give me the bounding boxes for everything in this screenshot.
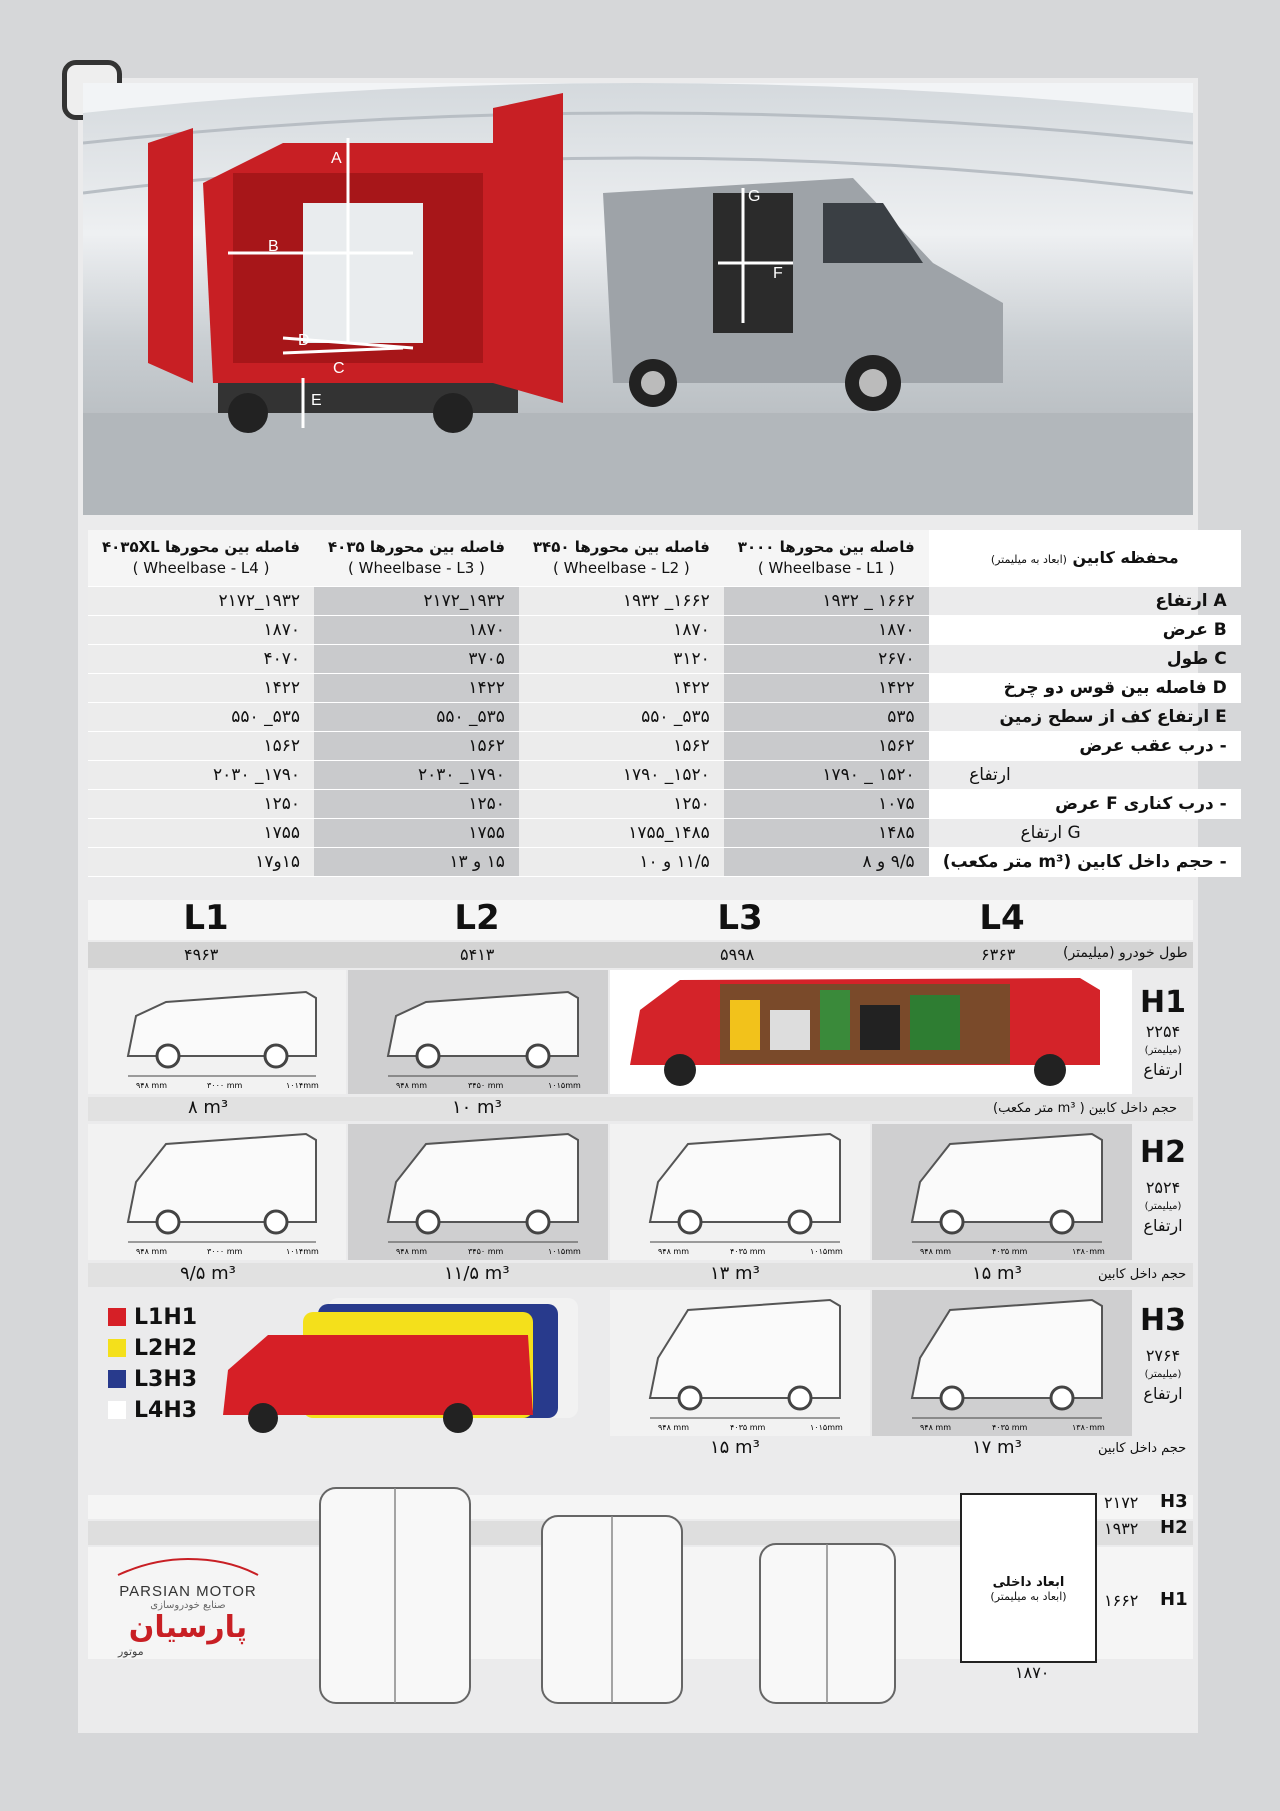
wheelbase-dimension-label: ۴۰۳۵ mm: [992, 1247, 1028, 1256]
hero-illustration: [83, 83, 1193, 515]
wheelbase-dimension-label: ۳۴۵۰ mm: [468, 1247, 504, 1256]
legend-label-l3h3: L3H3: [134, 1367, 198, 1392]
wheel-icon: [1051, 1211, 1073, 1233]
inner-box-title: ابعاد داخلی: [992, 1575, 1065, 1590]
inner-h3-name: H3: [1160, 1491, 1188, 1512]
van-l3h2: [610, 1124, 870, 1260]
volume-l3h2: ۱۳ m³: [710, 1263, 760, 1284]
row-label: - درب کناری F عرض: [929, 790, 1241, 819]
length-value-l3: ۵۹۹۸: [720, 945, 755, 964]
volume-row-h2: [88, 1263, 1193, 1287]
column-header-l1-sub: ( Wheelbase - L1 ): [757, 559, 895, 577]
van-l3h3: [610, 1290, 870, 1436]
length-name-l3: L3: [717, 898, 763, 938]
wheelbase-dimension-label: ۹۴۸ mm: [920, 1423, 952, 1432]
table-row: [88, 674, 1241, 703]
legend-label-l1h1: L1H1: [134, 1305, 198, 1330]
length-name-l2: L2: [454, 898, 500, 938]
column-header-l2: [519, 530, 724, 587]
inner-h1-name: H1: [1160, 1589, 1188, 1610]
brand-tagline: صنایع خودروسازی: [150, 1600, 226, 1611]
inner-box-unit: (ابعاد به میلیمتر): [990, 1590, 1067, 1603]
hero-label-g: G: [748, 188, 761, 205]
brand-sub: موتور: [118, 1645, 144, 1658]
cell: ۱۸۷۰: [88, 616, 314, 645]
wheelbase-dimension-label: ۹۴۸ mm: [396, 1247, 428, 1256]
row-label: - حجم داخل کابین (m³ متر مکعب): [929, 848, 1241, 877]
wheelbase-dimension-label: ۹۴۸ mm: [658, 1247, 690, 1256]
wheelbase-dimension-label: ۳۴۵۰ mm: [468, 1081, 504, 1090]
cell: ۱۴۲۲: [519, 674, 724, 703]
van-side-outline: [610, 1124, 870, 1260]
wheel-icon: [157, 1211, 179, 1233]
height-name-h2: H2: [1140, 1135, 1186, 1170]
column-header-l4-sub: ( Wheelbase - L4 ): [132, 559, 270, 577]
volume-l1h2: ۹/۵ m³: [180, 1263, 236, 1284]
table-row: [88, 819, 1241, 848]
row-label: - درب عقب عرض: [929, 732, 1241, 761]
wheelbase-dimension-label: ۱۰۱۵mm: [548, 1081, 581, 1090]
legend-swatch-l4h3: [108, 1401, 126, 1419]
height-value-h1: [1128, 1022, 1198, 1079]
rear-views-illustration: [280, 1480, 960, 1715]
column-header-l3-title: فاصله بین محورها ۴۰۳۵: [328, 538, 505, 556]
volume-l2h2: ۱۱/۵ m³: [444, 1263, 510, 1284]
volume-l4h2: ۱۵ m³: [972, 1263, 1022, 1284]
van-side-outline: [872, 1290, 1132, 1436]
legend-item-l1h1: [108, 1305, 197, 1330]
wheelbase-dimension-label: ۱۳۸۰mm: [1072, 1423, 1105, 1432]
length-name-l4: L4: [979, 898, 1025, 938]
height-value-h2-label: ارتفاع: [1143, 1216, 1183, 1235]
table-row: [88, 616, 1241, 645]
van-side-outline: [348, 1124, 608, 1260]
van-side-outline: [348, 970, 608, 1094]
car-outline-icon: [113, 1555, 263, 1579]
dimensions-table: [88, 530, 1241, 877]
wheel-icon: [417, 1045, 439, 1067]
van-side-outline: [610, 1290, 870, 1436]
row-label: E ارتفاع کف از سطح زمین: [929, 703, 1241, 732]
table-header-row: [88, 530, 1241, 587]
height-value-h1-number: ۲۲۵۴: [1145, 1022, 1181, 1041]
wheel-icon: [157, 1045, 179, 1067]
cell: ۵۳۵: [724, 703, 929, 732]
cargo-van-illustration: [610, 970, 1132, 1094]
wheelbase-dimension-label: ۱۰۱۵mm: [548, 1247, 581, 1256]
table-row: [88, 790, 1241, 819]
wheel-icon: [527, 1211, 549, 1233]
cell: ۵۳۵_ ۵۵۰: [519, 703, 724, 732]
inner-h3-value: ۲۱۷۲: [1104, 1493, 1139, 1512]
wheel-icon: [941, 1211, 963, 1233]
cell: ۱۵ و ۱۳: [314, 848, 519, 877]
length-value-l2: ۵۴۱۳: [460, 945, 495, 964]
wheel-icon: [1051, 1387, 1073, 1409]
wheelbase-dimension-label: ۴۰۳۵ mm: [992, 1423, 1028, 1432]
legend-swatch-l3h3: [108, 1370, 126, 1388]
cell: ۱۱/۵ و ۱۰: [519, 848, 724, 877]
van-l4h3: [872, 1290, 1132, 1436]
row-label: ارتفاع: [929, 761, 1241, 790]
height-value-h3-number: ۲۷۶۴: [1145, 1346, 1181, 1365]
brand-name-fa: پارسیان: [128, 1610, 248, 1645]
legend-swatch-l2h2: [108, 1339, 126, 1357]
height-name-h3: H3: [1140, 1303, 1186, 1338]
hero-label-b: B: [268, 238, 279, 255]
hero-label-d: D: [298, 332, 310, 349]
cell: ۱۴۲۲: [314, 674, 519, 703]
wheelbase-dimension-label: ۱۰۱۵mm: [810, 1423, 843, 1432]
inner-h1-value: ۱۶۶۲: [1104, 1591, 1139, 1610]
height-value-h2-unit: (میلیمتر): [1144, 1201, 1182, 1212]
van-l2h2: [348, 1124, 608, 1260]
column-header-l2-title: فاصله بین محورها ۳۴۵۰: [532, 538, 710, 556]
legend-item-l2h2: [108, 1336, 197, 1361]
table-row: [88, 761, 1241, 790]
cell: ۱۹۳۲_۲۱۷۲: [88, 587, 314, 616]
wheel-icon: [941, 1387, 963, 1409]
height-value-h2-number: ۲۵۲۴: [1145, 1178, 1181, 1197]
table-title-cell: [929, 530, 1241, 587]
wheelbase-dimension-label: ۱۰۱۴mm: [286, 1081, 319, 1090]
wheelbase-dimension-label: ۹۴۸ mm: [920, 1247, 952, 1256]
wheelbase-dimension-label: ۱۰۱۴mm: [286, 1247, 319, 1256]
column-header-l2-sub: ( Wheelbase - L2 ): [552, 559, 690, 577]
cell: ۱۸۷۰: [314, 616, 519, 645]
red-van-rear: [148, 93, 563, 433]
legend-swatch-l1h1: [108, 1308, 126, 1326]
column-header-l3: [314, 530, 519, 587]
height-value-h1-label: ارتفاع: [1143, 1060, 1183, 1079]
table-row: [88, 703, 1241, 732]
table-row: [88, 587, 1241, 616]
length-label: طول خودرو (میلیمتر): [1063, 945, 1188, 961]
volume-l3h3: ۱۵ m³: [710, 1437, 760, 1458]
table-row: [88, 848, 1241, 877]
row-label: C طول: [929, 645, 1241, 674]
cell: ۳۱۲۰: [519, 645, 724, 674]
wheel-icon: [417, 1211, 439, 1233]
length-values-row: [88, 942, 1193, 968]
wheel-icon: [679, 1211, 701, 1233]
volume-l4h3: ۱۷ m³: [972, 1437, 1022, 1458]
van-l4h2: [872, 1124, 1132, 1260]
cell: ۵۳۵_ ۵۵۰: [88, 703, 314, 732]
inner-h2-value: ۱۹۳۲: [1104, 1519, 1139, 1538]
cell: ۱۲۵۰: [519, 790, 724, 819]
inner-dimensions-box: [960, 1493, 1097, 1663]
cell: ۱۵۶۲: [519, 732, 724, 761]
wheelbase-dimension-label: ۴۰۳۵ mm: [730, 1423, 766, 1432]
silver-van: [603, 178, 1003, 411]
wheelbase-dimension-label: ۹۴۸ mm: [136, 1081, 168, 1090]
table-unit: (ابعاد به میلیمتر): [990, 552, 1067, 566]
length-value-l4: ۶۳۶۳: [981, 945, 1016, 964]
inner-width-value: ۱۸۷۰: [1015, 1663, 1050, 1682]
cell: ۱۹۳۲_۲۱۷۲: [314, 587, 519, 616]
van-side-outline: [88, 1124, 346, 1260]
cell: ۱۷۵۵: [88, 819, 314, 848]
wheel-icon: [789, 1211, 811, 1233]
volume-label-h1: حجم داخل کابین ( m³ متر مکعب): [993, 1101, 1178, 1116]
cell: ۱۵۲۰ _ ۱۷۹۰: [724, 761, 929, 790]
legend-label-l2h2: L2H2: [134, 1336, 198, 1361]
row-label: A ارتفاع: [929, 587, 1241, 616]
column-header-l4-title: فاصله بین محورها ۴۰۳۵XL: [102, 538, 301, 556]
hero-image: [83, 83, 1193, 515]
cell: ۹/۵ و ۸: [724, 848, 929, 877]
wheelbase-dimension-label: ۹۴۸ mm: [396, 1081, 428, 1090]
table-title: محفظه کابین: [1072, 547, 1179, 567]
height-name-h1: H1: [1140, 985, 1186, 1020]
cell: ۱۵و۱۷: [88, 848, 314, 877]
cell: ۱۶۶۲_ ۱۹۳۲: [519, 587, 724, 616]
cell: ۱۴۸۵: [724, 819, 929, 848]
cell: ۱۴۲۲: [88, 674, 314, 703]
cell: ۱۸۷۰: [519, 616, 724, 645]
column-header-l4: [88, 530, 314, 587]
cell: ۱۰۷۵: [724, 790, 929, 819]
column-header-l3-sub: ( Wheelbase - L3 ): [348, 559, 485, 577]
height-value-h3-unit: (میلیمتر): [1144, 1369, 1182, 1380]
table-row: [88, 645, 1241, 674]
wheel-icon: [265, 1045, 287, 1067]
cell: ۱۷۵۵: [314, 819, 519, 848]
van-l1h2: [88, 1124, 346, 1260]
cell: ۲۶۷۰: [724, 645, 929, 674]
wheelbase-dimension-label: ۴۰۳۵ mm: [730, 1247, 766, 1256]
cell: ۱۵۶۲: [314, 732, 519, 761]
cell: ۳۷۰۵: [314, 645, 519, 674]
van-l1h1: [88, 970, 346, 1094]
table-row: [88, 732, 1241, 761]
inner-h2-name: H2: [1160, 1517, 1188, 1538]
column-header-l1: [724, 530, 929, 587]
cell: ۱۴۸۵_۱۷۵۵: [519, 819, 724, 848]
cell: ۱۴۲۲: [724, 674, 929, 703]
cell: ۱۵۶۲: [724, 732, 929, 761]
volume-l1h1: ۸ m³: [188, 1097, 229, 1118]
wheelbase-dimension-label: ۹۴۸ mm: [136, 1247, 168, 1256]
row-label: B عرض: [929, 616, 1241, 645]
cell: ۱۵۶۲: [88, 732, 314, 761]
cell: ۱۷۹۰_ ۲۰۳۰: [88, 761, 314, 790]
brand-name-en: PARSIAN MOTOR: [119, 1583, 257, 1600]
cell: ۱۸۷۰: [724, 616, 929, 645]
wheel-icon: [527, 1045, 549, 1067]
van-side-outline: [88, 970, 346, 1094]
hero-label-f: F: [773, 265, 783, 282]
volume-row-h3: [88, 1437, 1193, 1461]
row-label: G ارتفاع: [929, 819, 1241, 848]
height-value-h1-unit: (میلیمتر): [1144, 1045, 1182, 1056]
height-value-h3-label: ارتفاع: [1143, 1384, 1183, 1403]
legend-item-l3h3: [108, 1367, 197, 1392]
brand-logo: [108, 1555, 268, 1658]
van-l2h1: [348, 970, 608, 1094]
legend-label-l4h3: L4H3: [134, 1398, 198, 1423]
column-header-l1-title: فاصله بین محورها ۳۰۰۰: [737, 538, 915, 556]
volume-l2h1: ۱۰ m³: [452, 1097, 502, 1118]
length-value-l1: ۴۹۶۳: [184, 945, 219, 964]
wheelbase-dimension-label: ۱۰۱۵mm: [810, 1247, 843, 1256]
wheelbase-dimension-label: ۹۴۸ mm: [658, 1423, 690, 1432]
van-side-outline: [872, 1124, 1132, 1260]
cell: ۱۲۵۰: [88, 790, 314, 819]
wheelbase-dimension-label: ۳۰۰۰ mm: [207, 1247, 243, 1256]
hero-label-e: E: [311, 392, 322, 409]
wheelbase-dimension-label: ۳۰۰۰ mm: [207, 1081, 243, 1090]
cell: ۱۶۶۲ _ ۱۹۳۲: [724, 587, 929, 616]
wheel-icon: [789, 1387, 811, 1409]
van-long-cargo-photo: [610, 970, 1132, 1094]
wheel-icon: [679, 1387, 701, 1409]
cell: ۵۳۵_ ۵۵۰: [314, 703, 519, 732]
height-value-h2: [1128, 1178, 1198, 1235]
hero-label-a: A: [331, 150, 342, 167]
legend-item-l4h3: [108, 1398, 197, 1423]
height-value-h3: [1128, 1346, 1198, 1403]
wheelbase-dimension-label: ۱۳۸۰mm: [1072, 1247, 1105, 1256]
volume-label-h2: حجم داخل کابین: [1098, 1267, 1187, 1282]
row-label: D فاصله بین قوس دو چرخ: [929, 674, 1241, 703]
length-name-l1: L1: [183, 898, 229, 938]
volume-label-h3: حجم داخل کابین: [1098, 1441, 1187, 1456]
cell: ۱۵۲۰_ ۱۷۹۰: [519, 761, 724, 790]
wheel-icon: [265, 1211, 287, 1233]
volume-row-h1: [88, 1097, 1193, 1121]
hero-label-c: C: [333, 360, 345, 377]
cell: ۱۲۵۰: [314, 790, 519, 819]
cell: ۴۰۷۰: [88, 645, 314, 674]
cell: ۱۷۹۰_ ۲۰۳۰: [314, 761, 519, 790]
